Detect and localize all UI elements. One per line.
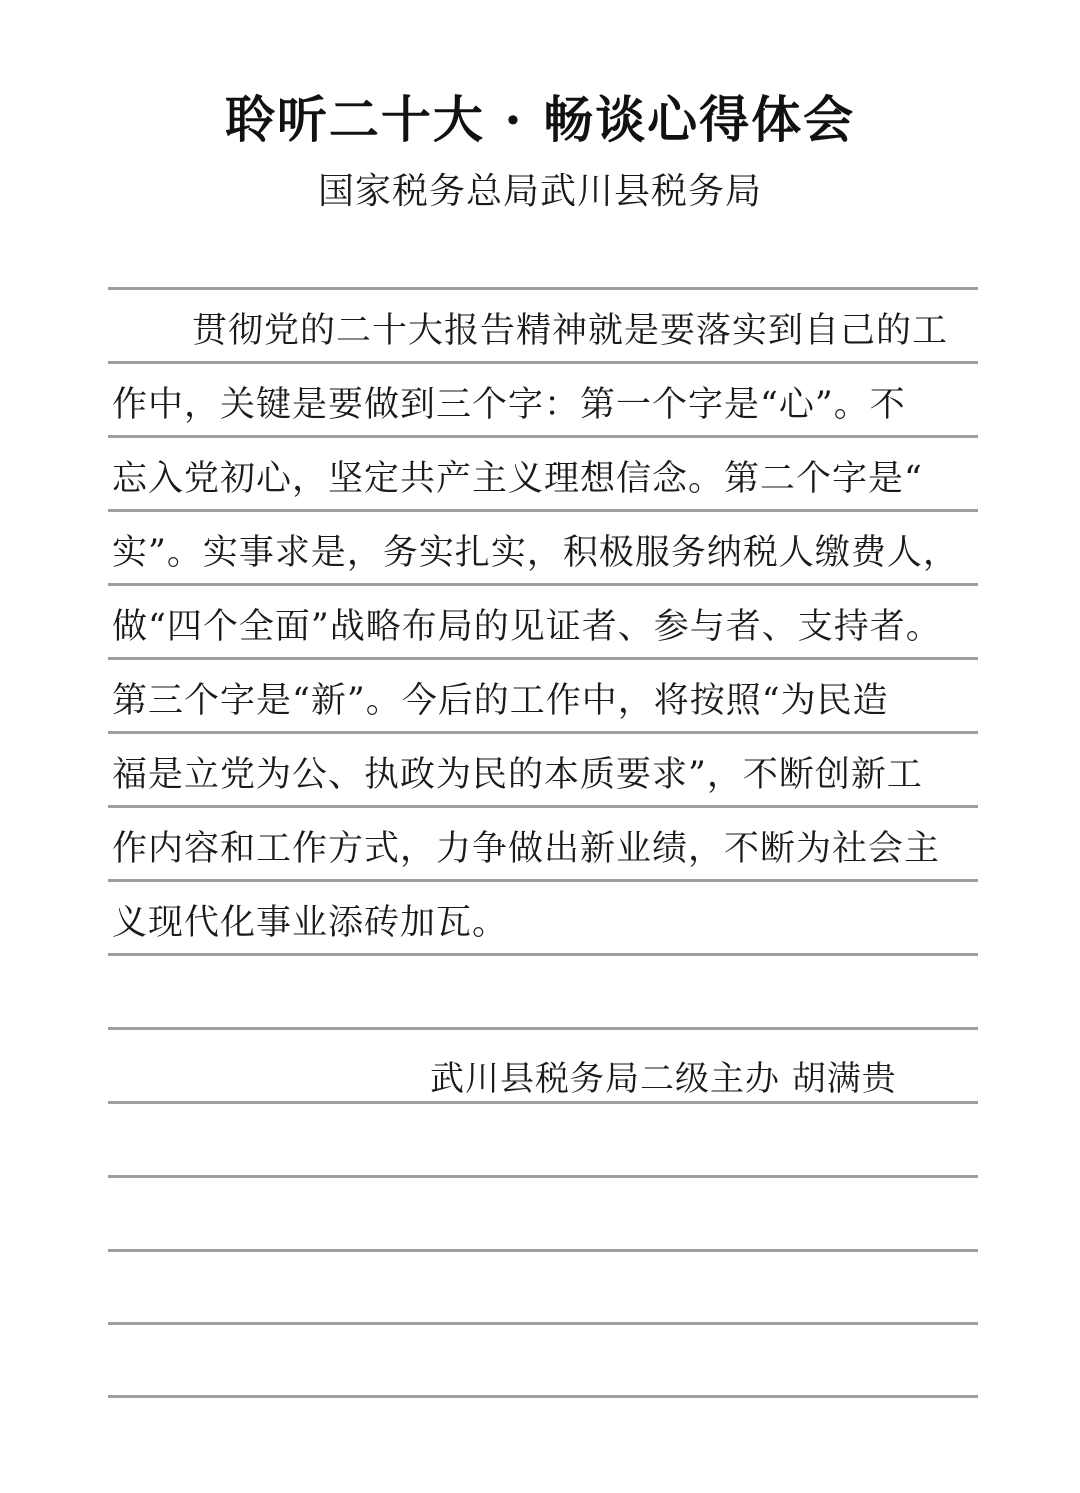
body-line: 第三个字是“新”。今后的工作中，将按照“为民造 [112, 681, 889, 721]
body-line: 义现代化事业添砖加瓦。 [112, 903, 509, 943]
ruled-line [108, 731, 978, 734]
ruled-line [108, 1027, 978, 1030]
ruled-line [108, 509, 978, 512]
ruled-line [108, 1395, 978, 1398]
ruled-line [108, 1322, 978, 1325]
signature-line: 武川县税务局二级主办 胡满贵 [430, 1059, 897, 1099]
body-line: 实”。实事求是，务实扎实，积极服务纳税人缴费人， [112, 533, 959, 573]
ruled-line [108, 805, 978, 808]
ruled-line [108, 583, 978, 586]
ruled-line [108, 879, 978, 882]
ruled-line [108, 1249, 978, 1252]
body-line: 忘入党初心，坚定共产主义理想信念。第二个字是“ [112, 459, 923, 499]
body-line: 作中，关键是要做到三个字：第一个字是“心”。不 [112, 385, 906, 425]
ruled-line [108, 361, 978, 364]
ruled-line [108, 953, 978, 956]
ruled-line [108, 657, 978, 660]
ruled-line [108, 1175, 978, 1178]
body-line: 做“四个全面”战略布局的见证者、参与者、支持者。 [112, 607, 942, 647]
body-line: 福是立党为公、执政为民的本质要求”，不断创新工 [112, 755, 923, 795]
page-title: 聆听二十大 · 畅谈心得体会 [224, 90, 856, 149]
body-line: 作内容和工作方式，力争做出新业绩，不断为社会主 [112, 829, 941, 869]
ruled-line [108, 287, 978, 290]
ruled-line [108, 435, 978, 438]
body-line: 贯彻党的二十大报告精神就是要落实到自己的工 [192, 311, 949, 351]
page-subtitle: 国家税务总局武川县税务局 [317, 171, 762, 212]
